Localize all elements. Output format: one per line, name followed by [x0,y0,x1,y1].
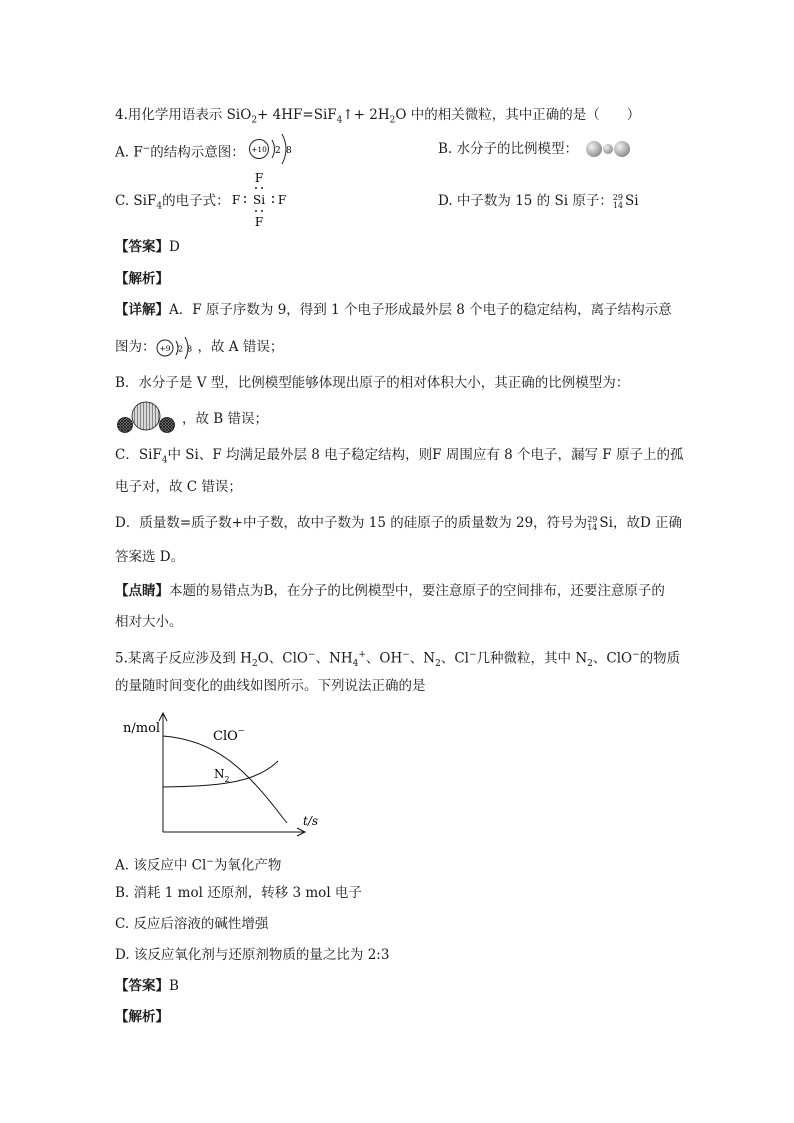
shell-count-1: 2 [275,146,281,156]
y-axis-label: n/mol [123,721,161,736]
lewis-f-top: F [254,171,264,185]
sif4-lewis-structure [228,168,298,228]
shell-count-2: 8 [286,146,292,156]
q4-detail-b: B．水分子是 V 型，比例模型能够体现出原子的相对体积大小，其正确的比例模型为： [115,375,630,391]
q4-final-answer: 答案选 D。 [115,549,185,565]
fluoride-ion-diagram [155,333,197,363]
lewis-f-left: F [231,193,241,207]
q4-stem: 4.用化学用语表示 SiO$_2$+ 4HF=SiF$_4$↑+ $2H_2O$ 中的相关微粒，其中正确的是（ ） [115,107,641,126]
ion-nucleus-label: +9 [159,344,171,353]
q4-analysis-heading: 【解析】 [115,271,169,287]
q5-option-b: B. 消耗 1 mol 还原剂，转移 3 mol 电子 [115,885,362,901]
q5-chart [115,708,335,838]
q4-answer: 【答案】D [115,239,180,255]
q4-option-a: A. F−的结构示意图： [115,144,245,161]
ion-shell-count-2: 8 [187,344,193,354]
q4-detail-c-cont: 电子对，故 C 错误； [115,479,242,495]
water-model-wrong-icon [584,138,634,160]
q4-option-b: B. 水分子的比例模型： [438,141,579,157]
q5-option-c: C. 反应后溶液的碱性增强 [115,916,269,932]
q5-option-d: D. 该反应氧化剂与还原剂物质的量之比为 2:3 [115,947,390,963]
q4-detail-a-cont: 图为： ，故 A 错误； [115,339,284,355]
water-model-correct-icon [116,400,178,436]
q4-tip-cont: 相对大小。 [115,614,183,630]
q5-option-a: A. 该反应中 Cl−为氧化产物 [115,857,282,874]
q4-option-c: C. SiF$_4$的电子式： [115,193,230,212]
q4-option-d: D. 中子数为 15 的 Si 原子： 29 14 Si [438,192,639,210]
ion-shell-count-1: 2 [178,344,184,354]
q5-answer: 【答案】B [115,978,179,994]
q5-analysis-heading: 【解析】 [115,1009,169,1025]
series-n2-label: $N_2$ [214,767,230,784]
q4-detail-b-cont: ，故 B 错误； [182,411,269,427]
series-clo-label: ClO− [213,726,245,744]
nucleus-label: +10 [251,145,267,154]
fluoride-structure-diagram [248,130,298,168]
q4-tip: 【点睛】本题的易错点为B，在分子的比例模型中，要注意原子的空间排布，还要注意原子的 [115,583,665,599]
q4-detail-a: 【详解】A．F 原子序数为 9，得到 1 个电子形成最外层 8 个电子的稳定结构，离子结构示意 [115,302,672,318]
q5-stem-cont: 的量随时间变化的曲线如图所示。下列说法正确的是 [115,678,426,694]
q4-detail-d: D．质量数=质子数+中子数，故中子数为 15 的硅原子的质量数为 29，符号为 29 14 Si，故D 正确 [115,514,683,532]
q4-detail-c: C．SiF$_4$中 Si、F 均满足最外层 8 电子稳定结构，则F 周围应有 8 个电子，漏写 F 原子上的孤 [115,447,684,466]
q5-stem: 5.某离子反应涉及到 $H_2O$、ClO−、$NH_4^+$、OH−、$N_2$、Cl−几种微粒，其中 $N_2$、ClO−的物质 [115,650,681,670]
lewis-f-right: F [277,193,287,207]
x-axis-label: t/s [303,814,319,828]
lewis-f-bottom: F [254,215,264,229]
lewis-si: Si [252,193,266,207]
